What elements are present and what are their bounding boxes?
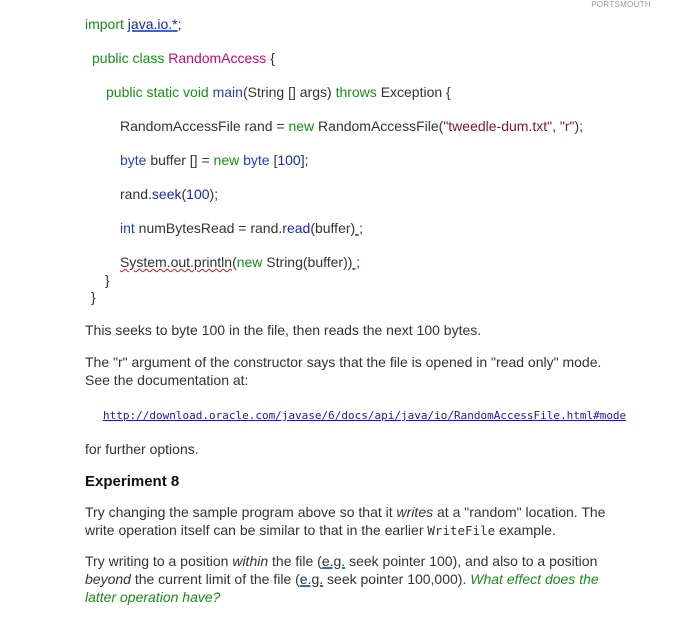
code-text: RandomAccessFile rand =	[120, 118, 289, 134]
import-keyword: import	[85, 16, 124, 32]
class-name: RandomAccess	[168, 50, 267, 66]
code-close-outer: }	[91, 289, 96, 305]
header-tag: PORTSMOUTH	[591, 0, 651, 9]
text: the file (	[268, 553, 322, 569]
text-italic: beyond	[85, 571, 131, 587]
text: Try changing the sample program above so that it	[85, 504, 397, 520]
text-underlined: e.g.	[321, 553, 346, 569]
code-text: (	[181, 186, 187, 202]
import-package: java.io.*	[127, 16, 178, 32]
new-keyword: new	[213, 152, 240, 168]
code-text: buffer [] =	[146, 152, 214, 168]
code-text: RandomAccessFile(	[314, 118, 444, 134]
text-italic: within	[232, 553, 269, 569]
main-params: (String [] args)	[242, 84, 332, 100]
byte-keyword: byte	[120, 152, 147, 168]
code-text: ;	[352, 254, 361, 270]
paragraph-read-only: The "r" argument of the constructor says that the file is opened in "read only" mode. See the documentation at:	[85, 354, 602, 388]
seek-method: seek	[151, 186, 182, 202]
string-literal: "r"	[559, 118, 575, 134]
code-text: numBytesRead = rand.	[134, 220, 283, 236]
read-method: read	[282, 220, 311, 236]
code-class-line	[92, 50, 275, 66]
documentation-link[interactable]: http://download.oracle.com/javase/6/docs/api/java/io/RandomAccessFile.html#mode	[103, 409, 627, 422]
code-line-buffer	[120, 152, 309, 168]
code-text: rand.	[120, 186, 152, 202]
string-literal: "tweedle-dum.txt"	[443, 118, 553, 134]
code-text: );	[574, 118, 584, 134]
code-inline: WriteFile	[427, 523, 496, 538]
new-keyword: new	[236, 254, 263, 270]
code-line-rand	[120, 118, 583, 134]
text: seek pointer 100), and also to a position	[345, 553, 598, 569]
experiment-paragraph-1	[85, 503, 620, 540]
code-text: [	[269, 152, 278, 168]
question-text: What effect does the latter operation have?	[85, 571, 599, 605]
main-rest: Exception {	[380, 84, 451, 100]
code-line-println	[120, 254, 360, 270]
text: at a "random" location. The write operation itself can be similar to that in the earlier	[85, 504, 606, 538]
code-line-seek	[120, 186, 218, 202]
paragraph-further-options: for further options.	[85, 441, 199, 457]
text-italic: writes	[396, 504, 434, 520]
code-text: ,	[552, 118, 560, 134]
number-literal: 100	[186, 186, 210, 202]
text: the current limit of the file (	[130, 571, 300, 587]
text: example.	[495, 522, 556, 538]
int-keyword: int	[120, 220, 135, 236]
code-import-line	[85, 16, 182, 32]
paragraph-seek-description: This seeks to byte 100 in the file, then reads the next 100 bytes.	[85, 322, 482, 338]
experiment-paragraph-2	[85, 552, 620, 606]
text: seek pointer 100,000).	[323, 571, 471, 587]
text-underlined: e.g.	[299, 571, 324, 587]
class-keyword: public class	[92, 50, 165, 66]
println-call: System.out.println	[120, 254, 233, 270]
class-open-brace: {	[270, 50, 275, 66]
code-text: (	[232, 254, 237, 270]
text: Try writing to a position	[85, 553, 233, 569]
code-text: );	[209, 186, 219, 202]
import-semicolon: ;	[177, 16, 182, 32]
code-text: ];	[300, 152, 309, 168]
experiment-heading: Experiment 8	[85, 473, 180, 490]
throws-keyword: throws	[335, 84, 377, 100]
code-text: String(buffer))	[262, 254, 353, 270]
new-keyword: new	[288, 118, 315, 134]
code-close-inner: }	[105, 272, 110, 288]
main-modifiers: public static void	[106, 84, 209, 100]
main-name: main	[212, 84, 243, 100]
code-line-read	[120, 220, 363, 236]
code-main-line	[106, 84, 451, 100]
byte-keyword: byte	[239, 152, 270, 168]
number-literal: 100	[277, 152, 301, 168]
code-text: (buffer)	[310, 220, 356, 236]
code-text: ;	[355, 220, 363, 236]
